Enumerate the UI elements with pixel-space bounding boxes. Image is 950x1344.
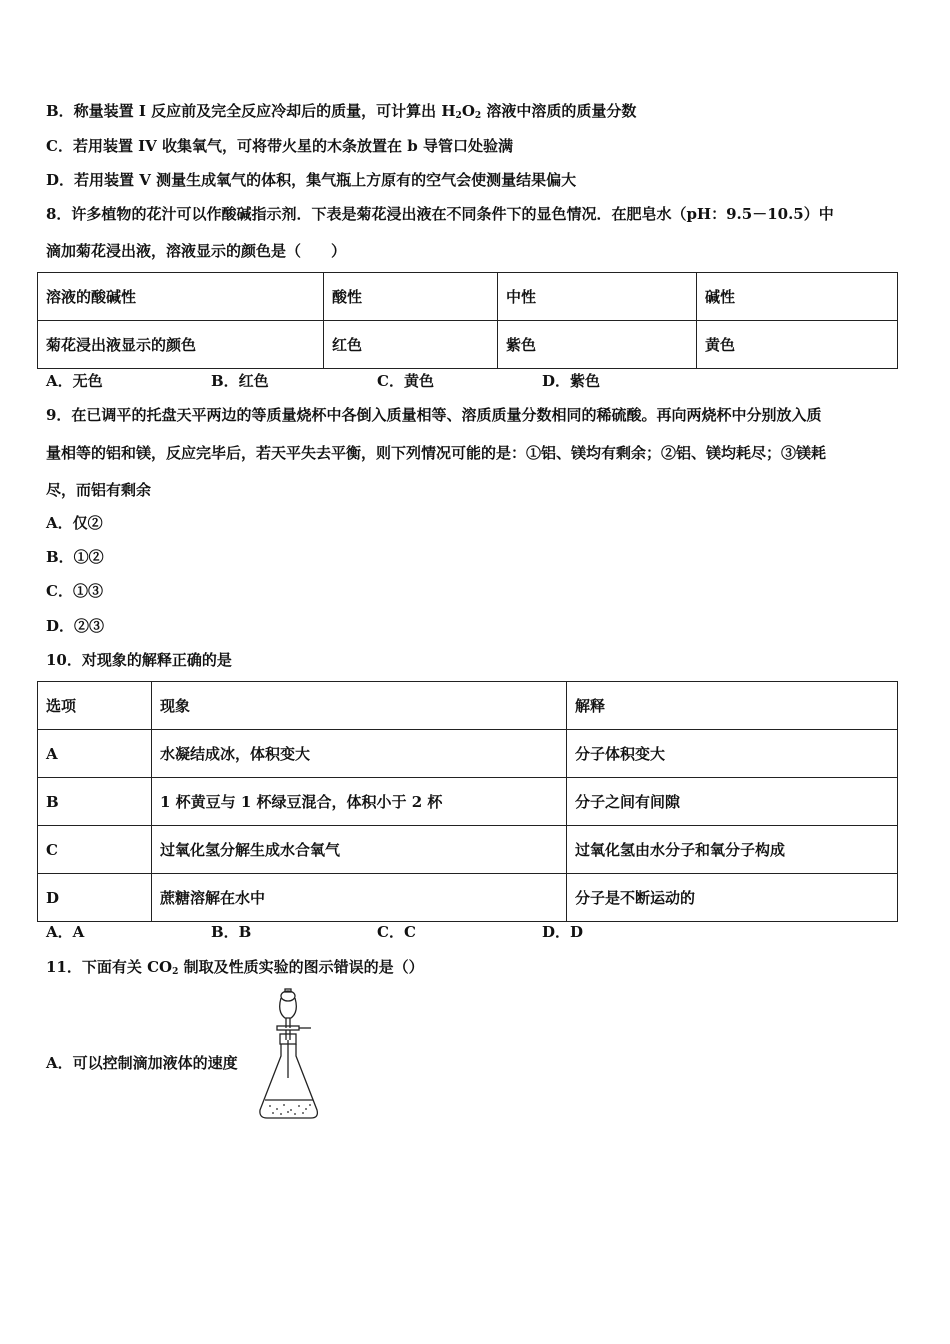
- q10-table-cell: B: [38, 778, 152, 826]
- q8-table-header: 碱性: [697, 273, 898, 321]
- q10-table-cell: 过氧化氢由水分子和氧分子构成: [567, 826, 898, 874]
- q9-option-c: C．①③: [46, 582, 103, 600]
- q10-table-cell: 分子之间有间隙: [567, 778, 898, 826]
- q10-table-header: 选项: [38, 682, 152, 730]
- q10-table-cell: 1 杯黄豆与 1 杯绿豆混合，体积小于 2 杯: [152, 778, 567, 826]
- q11-option-a: A．可以控制滴加液体的速度: [46, 1054, 238, 1072]
- q10-table-cell: 分子体积变大: [567, 730, 898, 778]
- q9-stem-line3: 尽，而铝有剩余: [46, 481, 152, 499]
- q9-option-d: D．②③: [46, 617, 105, 635]
- flask-separatory-funnel-figure: [255, 988, 327, 1124]
- q10-table-cell: C: [38, 826, 152, 874]
- q8-option: D．紫色: [542, 372, 601, 390]
- q10-option: C．C: [377, 923, 416, 941]
- q7-option-b: B．称量装置 I 反应前及完全反应冷却后的质量，可计算出 $H_2O_2$ 溶液中溶质的质量分数: [46, 102, 637, 121]
- q10-option: B．B: [211, 923, 252, 941]
- q10-table: [37, 681, 898, 922]
- q10-table-cell: 过氧化氢分解生成水合氧气: [152, 826, 567, 874]
- q7-option-d: D．若用装置 V 测量生成氧气的体积，集气瓶上方原有的空气会使测量结果偏大: [46, 171, 577, 189]
- q10-option: A．A: [46, 923, 85, 941]
- q8-table-cell: 黄色: [697, 321, 898, 369]
- q8-table: [37, 272, 898, 369]
- q10-table-cell: 蔗糖溶解在水中: [152, 874, 567, 922]
- q8-table-cell: 紫色: [498, 321, 697, 369]
- q10-table-header: 现象: [152, 682, 567, 730]
- q9-option-b: B．①②: [46, 548, 104, 566]
- q10-stem: 10．对现象的解释正确的是: [46, 651, 232, 669]
- q9-stem-line1: 9．在已调平的托盘天平两边的等质量烧杯中各倒入质量相等、溶质质量分数相同的稀硫酸。再向两烧杯中分别放入质: [46, 406, 822, 424]
- q8-table-header: 中性: [498, 273, 697, 321]
- q10-option: D．D: [542, 923, 584, 941]
- q10-table-cell: D: [38, 874, 152, 922]
- q8-option: C．黄色: [377, 372, 434, 390]
- q9-stem-line2: 量相等的铝和镁，反应完毕后，若天平失去平衡，则下列情况可能的是：①铝、镁均有剩余；②铝、镁均耗尽；③镁耗: [46, 444, 827, 462]
- q10-table-cell: A: [38, 730, 152, 778]
- q10-table-header: 解释: [567, 682, 898, 730]
- q8-stem-line1: 8．许多植物的花汁可以作酸碱指示剂．下表是菊花浸出液在不同条件下的显色情况．在肥皂水（pH：9.5－10.5）中: [46, 205, 834, 223]
- q8-option: A．无色: [46, 372, 103, 390]
- q9-option-a: A．仅②: [46, 514, 103, 532]
- q8-table-cell: 红色: [324, 321, 498, 369]
- q10-table-cell: 水凝结成冰，体积变大: [152, 730, 567, 778]
- q11-stem: 11．下面有关 $CO_2$ 制取及性质实验的图示错误的是（）: [46, 958, 424, 977]
- q10-table-cell: 分子是不断运动的: [567, 874, 898, 922]
- q8-table-header: 酸性: [324, 273, 498, 321]
- q7-option-c: C．若用装置 IV 收集氧气，可将带火星的木条放置在 b 导管口处验满: [46, 137, 513, 155]
- q8-table-header: 溶液的酸碱性: [38, 273, 324, 321]
- q8-table-cell: 菊花浸出液显示的颜色: [38, 321, 324, 369]
- q8-stem-line2: 滴加菊花浸出液，溶液显示的颜色是（ ）: [46, 242, 347, 260]
- q8-option: B．红色: [211, 372, 269, 390]
